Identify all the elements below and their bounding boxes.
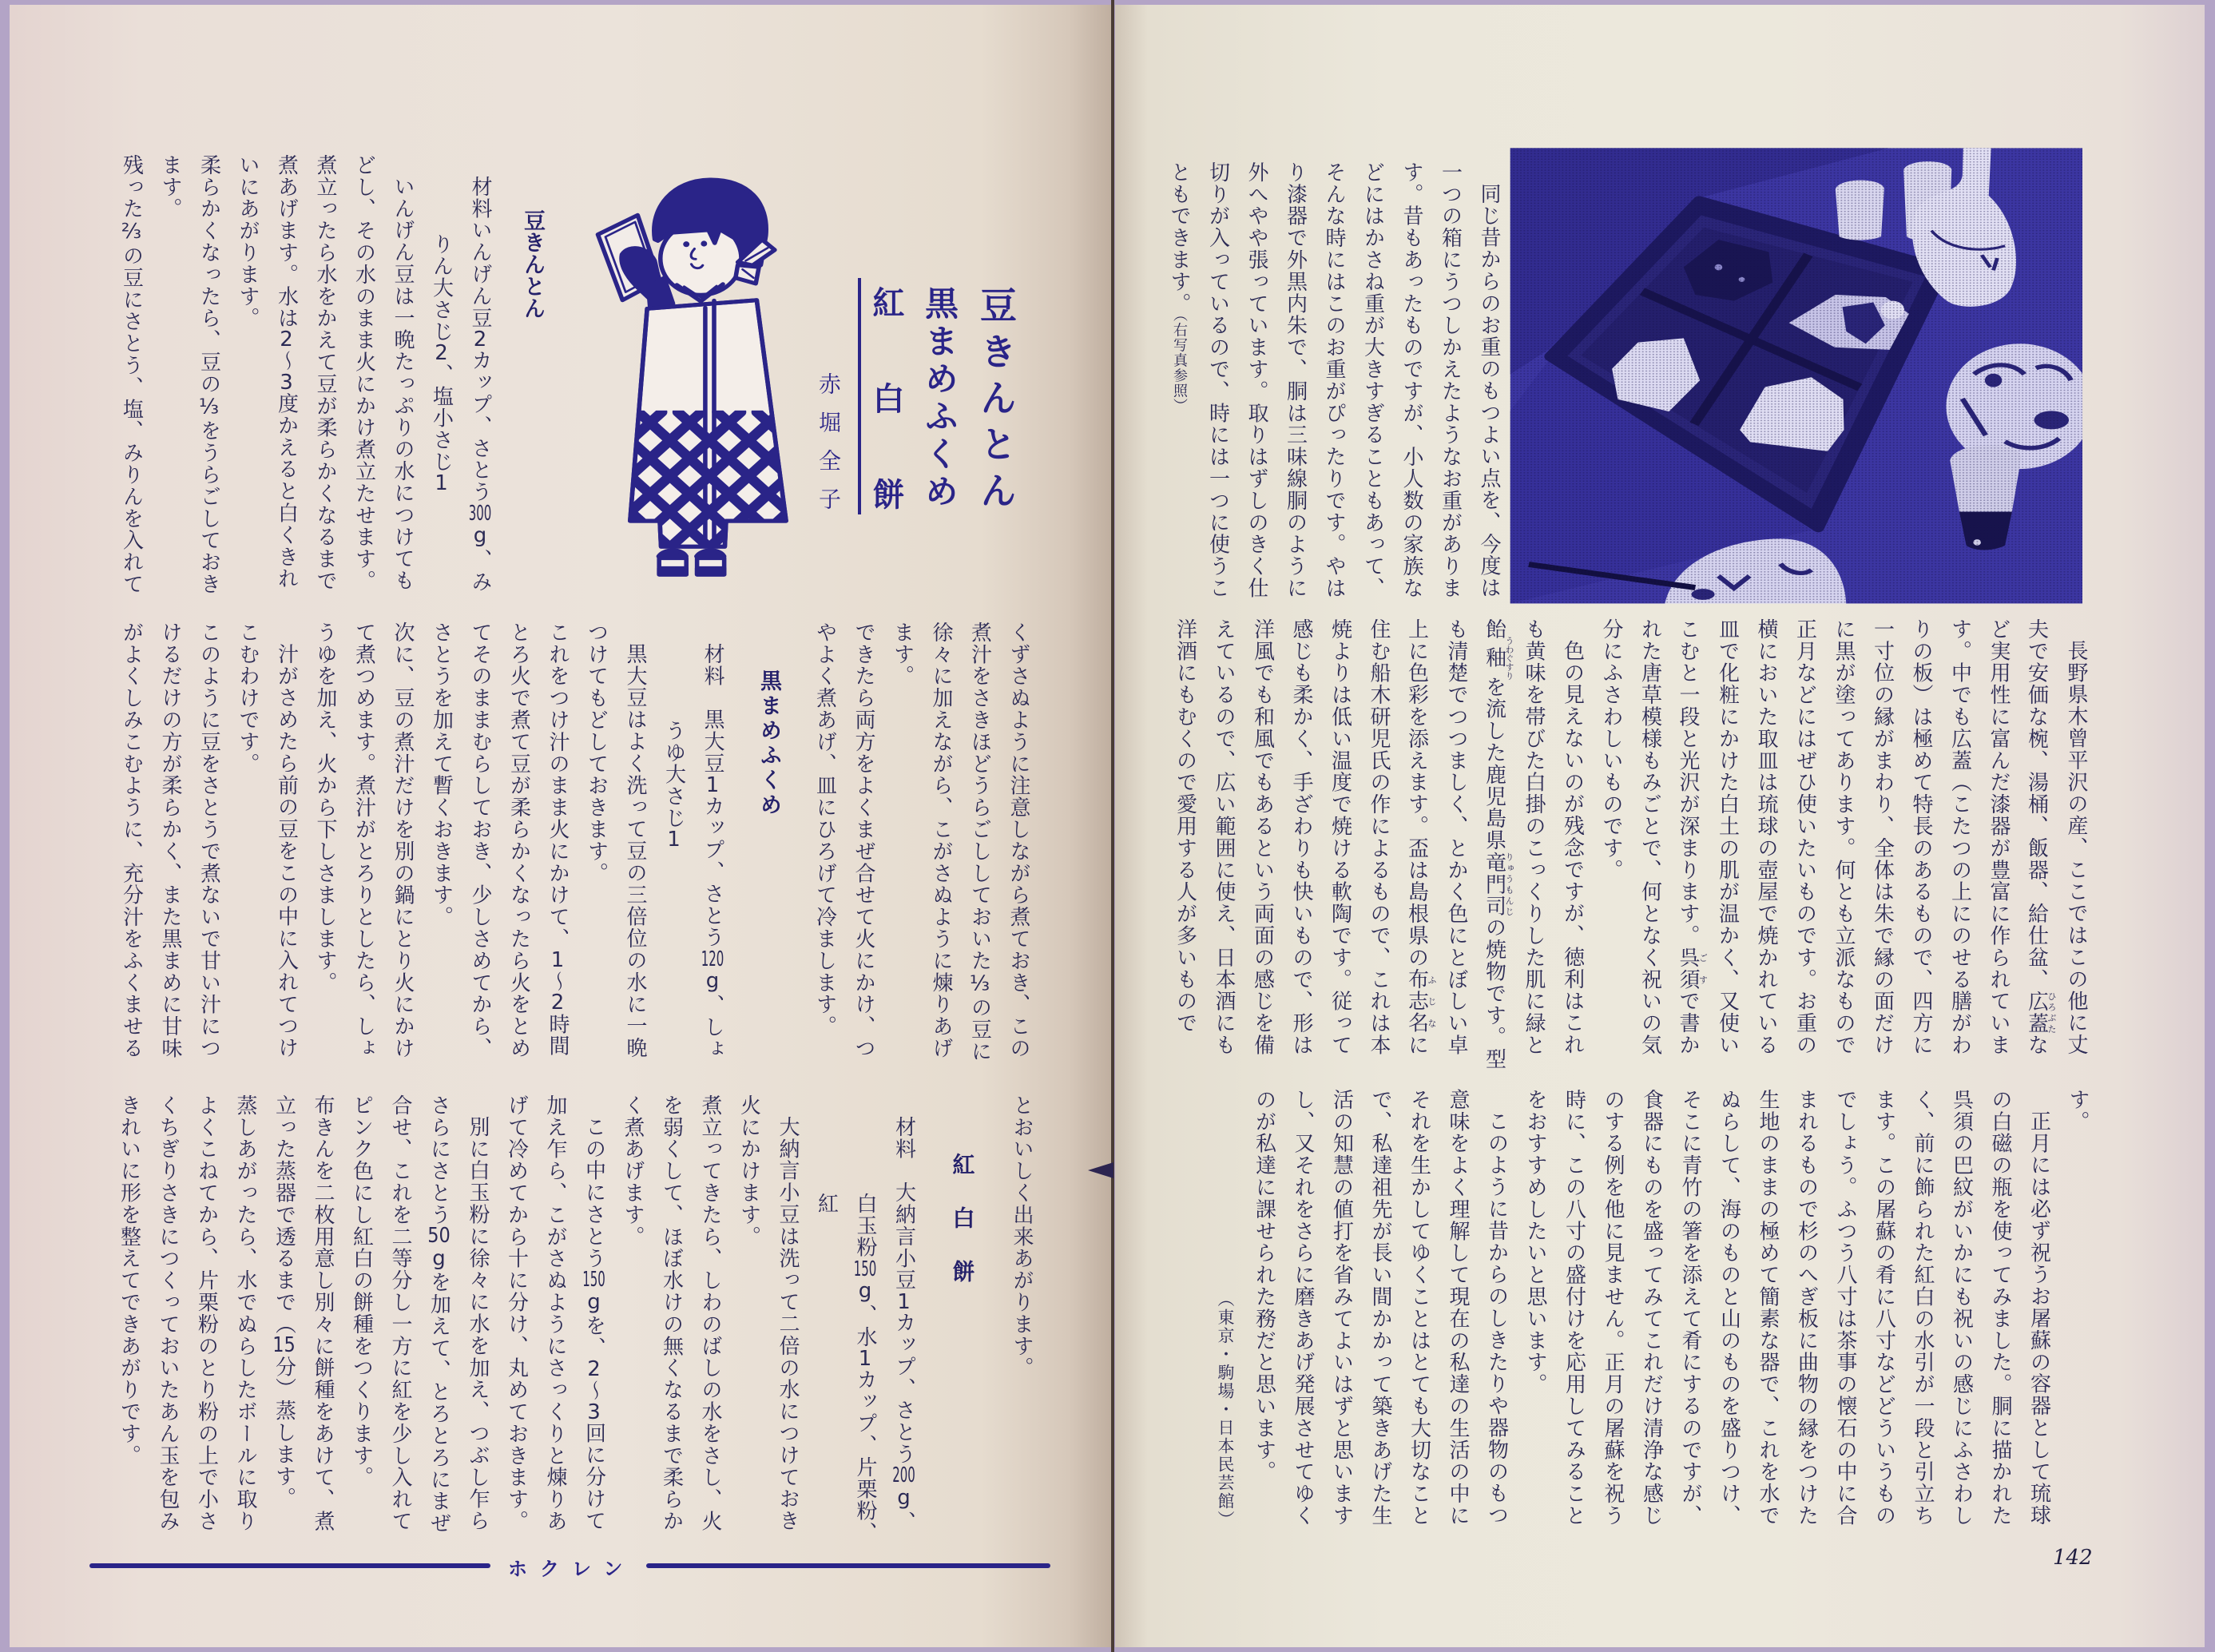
column-text: どし、その水のまま火にかけ煮立たせます。 <box>351 154 376 592</box>
text-column <box>844 621 883 1069</box>
recipe-heading <box>499 154 565 602</box>
column-text: 白玉粉150g、水1カップ、片栗粉、 <box>853 1193 877 1544</box>
title-mame-kinton: 豆きんとん <box>975 286 1018 518</box>
text-column <box>922 621 961 1069</box>
column-text: 紅白餅 <box>949 1152 976 1313</box>
text-column <box>807 1094 846 1542</box>
text-column <box>1709 1089 1749 1536</box>
column-text: りん大さじ2、塩小さじ1 <box>429 232 454 494</box>
text-column <box>1353 161 1392 609</box>
column-text: くちぎりさきにつくっておいたあん玉を包み <box>156 1094 180 1532</box>
text-column <box>2058 1089 2098 1536</box>
column-text: く煮あげます。 <box>621 1094 645 1248</box>
text-column <box>846 1094 885 1542</box>
column-text: の白磁の瓶を使ってみました。胴に描かれた <box>1988 1089 2012 1527</box>
column-text: 汁がさめたら前の豆をこの中に入れてつけ <box>274 643 299 1059</box>
text-column <box>187 1094 226 1542</box>
text-column <box>1160 161 1199 609</box>
column-text: 黒まめふくめ <box>756 669 781 819</box>
text-column <box>1477 1089 1516 1536</box>
text-column <box>652 1094 691 1542</box>
text-column <box>189 154 228 602</box>
column-text: 材料 黒大豆1カップ、さとう120g、しょ <box>701 643 724 1061</box>
text-column <box>1708 618 1747 1066</box>
column-text: てそのままむらしておき、少しさめてから、 <box>468 621 492 1059</box>
text-column <box>1516 1089 1555 1536</box>
text-column <box>151 154 190 602</box>
column-text: 分にふさわしいものです。 <box>1599 618 1623 881</box>
column-text: くずさぬように注意しながら煮ておき、この <box>1006 621 1030 1059</box>
jubako-description <box>1160 161 1509 609</box>
column-text: よくこねてから、片栗粉のとり粉の上で小さ <box>194 1094 219 1532</box>
text-column <box>1514 618 1554 1066</box>
column-text: ピンク色にし紅白の餅種をつくります。 <box>349 1094 374 1489</box>
text-column <box>112 621 151 1069</box>
text-column <box>1787 1089 1826 1536</box>
column-text: 布きんを二枚用意し別々に餅種をあけて、煮 <box>311 1094 335 1532</box>
text-column <box>960 621 999 1069</box>
text-column <box>654 621 693 1069</box>
text-column <box>1244 1089 1284 1536</box>
column-text: この中にさとう150gを、2〜3回に分けて <box>582 1116 606 1532</box>
text-column <box>729 1094 768 1542</box>
column-text: りの板）は極めて特長のあるもので、四方に <box>1909 618 1933 1056</box>
text-column <box>2018 618 2057 1066</box>
text-column <box>342 1094 381 1542</box>
text-column <box>1942 1089 1981 1536</box>
column-text: も黄味を帯びた白掛のこっくりした肌に緑と <box>1522 618 1546 1056</box>
toso-and-hassun-essay <box>1206 1089 2098 1536</box>
column-text: も清楚でつつましく、とかく色にとぼしい卓 <box>1444 618 1468 1056</box>
column-text: やよく煮あげ、皿にひろげて冷まします。 <box>812 621 837 1038</box>
column-text: でしょう。ふつう八寸は茶事の懐石の中に合 <box>1833 1089 1857 1527</box>
column-text: いんげん豆は一晩たっぷりの水につけても <box>391 176 415 592</box>
text-column <box>1392 161 1431 609</box>
column-text: ぬらして、海のものと山のものを盛りつけ、 <box>1717 1089 1741 1527</box>
text-column <box>1165 618 1205 1066</box>
author-name: 赤堀全子 <box>816 372 842 526</box>
text-column <box>613 1094 653 1542</box>
text-column <box>577 621 616 1069</box>
column-text: 黒大豆はよく洗って豆の三倍位の水に一晩 <box>623 643 647 1059</box>
column-text: 材料 大納言小豆1カップ、さとう200g、 <box>891 1116 916 1534</box>
text-column <box>616 621 655 1069</box>
text-column <box>1243 618 1282 1066</box>
text-column <box>228 154 268 602</box>
column-text: 洋風でも和風でもあるという両面の感じを備 <box>1250 618 1275 1056</box>
text-column <box>1439 1089 1478 1536</box>
text-column <box>497 1094 536 1542</box>
column-text: す。 <box>2066 1089 2090 1133</box>
text-column <box>884 1094 923 1542</box>
text-column <box>189 621 228 1069</box>
text-column <box>306 154 345 602</box>
text-column <box>574 1094 613 1542</box>
text-column <box>768 1094 808 1542</box>
source-attribution <box>1206 1089 1245 1536</box>
text-column <box>1470 161 1509 609</box>
text-column <box>1284 1089 1323 1536</box>
recipe-heading <box>923 1094 1002 1542</box>
text-column <box>109 1094 149 1542</box>
column-text: 夫で安価な椀、湯桶、飯器、給仕盆、広蓋ひろぶたな <box>2024 618 2057 1057</box>
column-text: 煮汁をさきほどうらごししておいた⅓の豆に <box>967 621 992 1062</box>
text-column <box>1360 618 1399 1066</box>
column-text: 次に、豆の煮汁だけを別の鍋にとり火にかけ <box>391 621 415 1059</box>
text-column <box>151 621 190 1069</box>
text-column <box>344 621 383 1069</box>
column-text: 加え乍ら、こがさぬようにさっくりと煉りあ <box>543 1094 567 1532</box>
text-column <box>1671 1089 1710 1536</box>
column-text: けるだけの方が柔らかく、また黒まめに甘味 <box>158 621 182 1059</box>
lacquerware-ceramics-description <box>1165 618 2095 1070</box>
text-column <box>1205 618 1244 1066</box>
text-column <box>691 1094 730 1542</box>
text-column <box>461 621 500 1069</box>
text-column <box>1282 618 1321 1066</box>
column-text: 合せ、これを二等分し一方に紅を少し入れて <box>388 1094 412 1532</box>
column-text: 横においた取皿は琉球の壺屋で焼かれている <box>1754 618 1778 1056</box>
column-text: で、私達祖先が長い間かかって築きあげた生 <box>1368 1089 1392 1527</box>
column-text: 上に色彩を添えます。盃は島根県の布志名ふじなに <box>1404 618 1437 1057</box>
text-column <box>1276 161 1315 609</box>
column-text: それを生かしてゆくことはとても大切なこと <box>1407 1089 1431 1527</box>
text-column <box>1322 1089 1361 1536</box>
text-column <box>149 1094 188 1542</box>
text-column <box>999 621 1038 1069</box>
text-column <box>1554 1089 1594 1536</box>
photo-jubako-and-sake-set <box>1502 136 2109 615</box>
text-column <box>344 154 383 602</box>
column-text: つけてもどしておきます。 <box>584 621 609 884</box>
text-column <box>381 1094 420 1542</box>
kuromame-recipe-middle <box>112 621 1038 1069</box>
column-text: これをつけ汁のまま火にかけて、1〜2時間 <box>546 621 570 1058</box>
text-column <box>306 621 345 1069</box>
column-text: 洋酒にもむくので愛用する人が多いもので <box>1173 618 1197 1034</box>
column-text: こむと一段と光沢が深まります。呉須ごすで書か <box>1676 618 1709 1057</box>
column-text: をおすすめしたいと思います。 <box>1523 1089 1547 1396</box>
text-column <box>1785 618 1824 1066</box>
column-text: 外へやや張っています。取りはずしのきく仕 <box>1244 161 1268 599</box>
title-kohaku-mochi: 紅白餅 <box>867 286 904 574</box>
text-column <box>2057 618 2096 1066</box>
mame-kinton-recipe-upper <box>112 154 565 602</box>
kohaku-mochi-recipe-lower <box>109 1094 1041 1542</box>
footer-rule-left <box>89 1563 490 1568</box>
column-text: きれいに形を整えてできあがりです。 <box>117 1094 141 1467</box>
text-column <box>1981 1089 2020 1536</box>
column-text: のが私達に課せられた務だと思います。 <box>1252 1089 1276 1483</box>
text-column <box>461 154 500 602</box>
text-column <box>1431 161 1470 609</box>
text-column <box>1002 1094 1042 1542</box>
column-text: し、又それをさらに磨きあげ発展させてゆく <box>1291 1089 1315 1527</box>
column-text: さとうを加えて暫くおきます。 <box>429 621 454 928</box>
recipe-heading <box>732 621 805 1069</box>
text-column <box>422 154 461 602</box>
text-column <box>1361 1089 1400 1536</box>
column-text: 色の見えないのが残念ですが、徳利はこれ <box>1560 640 1585 1056</box>
column-text: どにはかさね重が大きすぎることもあって、 <box>1360 161 1385 599</box>
column-text: 火にかけます。 <box>736 1094 761 1248</box>
column-text: 長野県木曾平沢の産、ここではこの他に丈 <box>2064 640 2088 1056</box>
text-column <box>1475 618 1514 1070</box>
book-gutter <box>1111 0 1114 1652</box>
text-column <box>1320 618 1360 1066</box>
column-text: えているので、広い範囲に使え、日本酒にも <box>1212 618 1236 1056</box>
column-text: ど実用性に富んだ漆器が豊富に作られていま <box>1987 618 2011 1056</box>
photo-reference-note: （右写真参照） <box>1171 314 1188 414</box>
column-text: このように豆をさとうで煮ないで甘い汁につ <box>196 621 221 1059</box>
column-text: うゆを加え、火から下しさまします。 <box>313 621 337 994</box>
text-column <box>422 621 461 1069</box>
column-text: うゆ大さじ1 <box>661 720 686 851</box>
text-column <box>1747 618 1786 1066</box>
text-column <box>693 621 732 1069</box>
column-text: 立った蒸器で透るまで（15分）蒸します。 <box>272 1094 296 1510</box>
column-text: こむわけです。 <box>236 621 260 775</box>
text-column <box>1553 618 1592 1066</box>
column-text: いにあがります。 <box>236 154 260 330</box>
text-column <box>228 621 268 1069</box>
column-text: 生地のままの極めて簡素な器で、これを水で <box>1756 1089 1780 1527</box>
text-column <box>1669 618 1709 1066</box>
column-text: 焼よりは低い温度で焼ける軟陶です。従って <box>1328 618 1352 1056</box>
text-column <box>1630 618 1669 1066</box>
column-text: す。昔もあったものですが、小人数の家族な <box>1399 161 1423 599</box>
geta-sandals <box>658 550 724 574</box>
column-text: 時に、この八寸の盛付けを応用してみること <box>1562 1089 1586 1527</box>
text-column <box>1237 161 1276 609</box>
column-text: げて冷めてから十に分け、丸めておきます。 <box>504 1094 529 1532</box>
column-text: 住む船木研児氏の作によるもので、これは本 <box>1367 618 1391 1056</box>
text-column <box>383 154 423 602</box>
column-text: 蒸しあがったら、水でぬらしたボールに取り <box>233 1094 257 1532</box>
text-column <box>1437 618 1476 1066</box>
column-text: 皿で化粧にかけた白土の肌が温かく、又使い <box>1715 618 1740 1056</box>
text-column <box>304 1094 343 1542</box>
text-column <box>458 1094 498 1542</box>
text-column <box>1903 1089 1943 1536</box>
text-column <box>1940 618 1979 1066</box>
text-column <box>499 621 538 1069</box>
page-number: 142 <box>2053 1546 2093 1570</box>
column-text: 残った⅔の豆にさとう、塩、みりんを入れて <box>119 154 144 595</box>
text-column <box>1398 618 1437 1066</box>
column-text: とおいしく出来あがります。 <box>1010 1094 1034 1380</box>
column-text: 飴釉うわぐすりを流した鹿児島県竜門司りゅうもんじの焼物です。型 <box>1482 618 1514 1070</box>
column-text: （東京・駒場・日本民芸館） <box>1216 1290 1235 1530</box>
text-column <box>267 621 306 1069</box>
column-text: ます。 <box>158 154 182 220</box>
text-column <box>883 621 922 1069</box>
column-text: 徐々に加えながら、こがさぬように煉りあげ <box>929 621 953 1059</box>
column-text: さらにさとう50gを加えて、とろとろにまぜ <box>427 1094 451 1535</box>
text-column <box>1824 618 1864 1066</box>
column-text: 材料いんげん豆2カップ、さとう300g、み <box>468 176 492 594</box>
text-column <box>1864 1089 1903 1536</box>
column-text: そんな時にはこのお重がぴったりです。やは <box>1322 161 1346 599</box>
text-column <box>1979 618 2019 1066</box>
column-text: 大納言小豆は洗って二倍の水につけておき <box>776 1116 800 1532</box>
text-column <box>419 1094 458 1542</box>
column-text: 煮立ったら水をかえて豆が柔らかくなるまで <box>313 154 337 592</box>
text-column <box>2019 1089 2058 1536</box>
text-column <box>1902 618 1941 1066</box>
text-column <box>1399 1089 1439 1536</box>
column-text: まれるもので杉のへぎ板に曲物の縁をつけた <box>1794 1089 1819 1527</box>
column-text: のする例を他に見ません。正月の屠蘇を祝う <box>1601 1089 1625 1527</box>
column-text: 活の知慧の値打を省みてよいはずと思います <box>1329 1089 1354 1527</box>
column-text: できたら両方をよくまぜ合せて火にかけ、つ <box>851 621 875 1059</box>
column-text: 煮あげます。水は2〜3度かえると白くきれ <box>274 154 299 590</box>
column-text: そこに青竹の箸を添えて肴にするのですが、 <box>1678 1089 1702 1527</box>
footer-publication-label: ホクレン <box>508 1558 636 1580</box>
column-text: このように昔からのしきたりや器物のもつ <box>1484 1110 1509 1527</box>
column-text: 同じ昔からのお重のもつよい点を、今度は <box>1477 183 1501 599</box>
column-text: 食器にものを盛ってみてこれだけ清浄な感じ <box>1639 1089 1664 1527</box>
text-column <box>264 1094 304 1542</box>
column-text: がよくしみこむように、充分汁をふくませる <box>119 621 144 1059</box>
text-column <box>1594 1089 1633 1536</box>
text-column <box>383 621 423 1069</box>
column-text: く、前に飾られた紅白の水引が一段と引立ち <box>1911 1089 1935 1527</box>
column-text: 柔らかくなったら、豆の⅓をうらごしておき <box>196 154 221 595</box>
column-text: を弱くして、ほぼ水けの無くなるまで柔らか <box>659 1094 684 1532</box>
column-text: て煮つめます。煮汁がとろりとしたら、しょ <box>351 621 376 1059</box>
text-column <box>1749 1089 1788 1536</box>
text-column <box>1632 1089 1671 1536</box>
column-text: 呉須の巴紋がいかにも祝いの感じにふさわし <box>1949 1089 1974 1527</box>
column-text: 正月などにはぜひ使いたいものです。お重の <box>1792 618 1817 1056</box>
text-column <box>112 154 151 602</box>
column-text: ともできます。 <box>1167 161 1191 315</box>
column-text: 豆きんとん <box>520 208 545 320</box>
footer-rule-right <box>646 1563 1050 1568</box>
column-text: 紅 <box>814 1193 839 1215</box>
text-column <box>1863 618 1902 1066</box>
title-kuromame-fukume: 黒まめふくめ <box>920 286 959 511</box>
column-text: り漆器で外黒内朱で、胴は三味線胴のように <box>1283 161 1308 599</box>
text-column <box>538 621 578 1069</box>
text-column <box>536 1094 575 1542</box>
text-column <box>267 154 306 602</box>
column-text: ます。 <box>890 621 915 688</box>
column-text: 一つの箱にうつしかえたようなお重がありま <box>1438 161 1463 599</box>
column-text: す。中でも広蓋（こたつの上にのせる膳がわ <box>1947 618 1972 1056</box>
text-column <box>1198 161 1237 609</box>
column-text: 煮立ってきたら、しわのばしの水をさし、火 <box>698 1094 722 1532</box>
column-text: 別に白玉粉に徐々に水を加え、つぶし乍ら <box>466 1116 490 1532</box>
column-text: 切りが入っているので、時には一つに使うこ <box>1205 161 1230 599</box>
text-column <box>1592 618 1631 1066</box>
column-text: ます。この屠蘇の肴に八寸などどういうもの <box>1872 1089 1896 1527</box>
column-text: 一寸位の縁がまわり、全体は朱で縁の面だけ <box>1870 618 1895 1056</box>
text-column <box>226 1094 265 1542</box>
illustration-girl-with-hagoita <box>575 144 1070 591</box>
column-text: に黒が塗ってあります。何とも立派なもので <box>1832 618 1856 1056</box>
column-text: 意味をよく理解して現在の私達の生活の中に <box>1446 1089 1470 1527</box>
column-text: れた唐草模様もみごとで、何となく祝いの気 <box>1637 618 1662 1056</box>
text-column <box>1315 161 1354 609</box>
text-column <box>1826 1089 1865 1536</box>
text-column <box>805 621 844 1069</box>
column-text: とろ火で煮て豆が柔らかくなったら火をとめ <box>506 621 531 1059</box>
column-text: 正月には必ず祝うお屠蘇の容器として琉球 <box>2026 1110 2051 1527</box>
column-text: 感じも柔かく、手ざわりも快いもので、形は <box>1289 618 1313 1056</box>
